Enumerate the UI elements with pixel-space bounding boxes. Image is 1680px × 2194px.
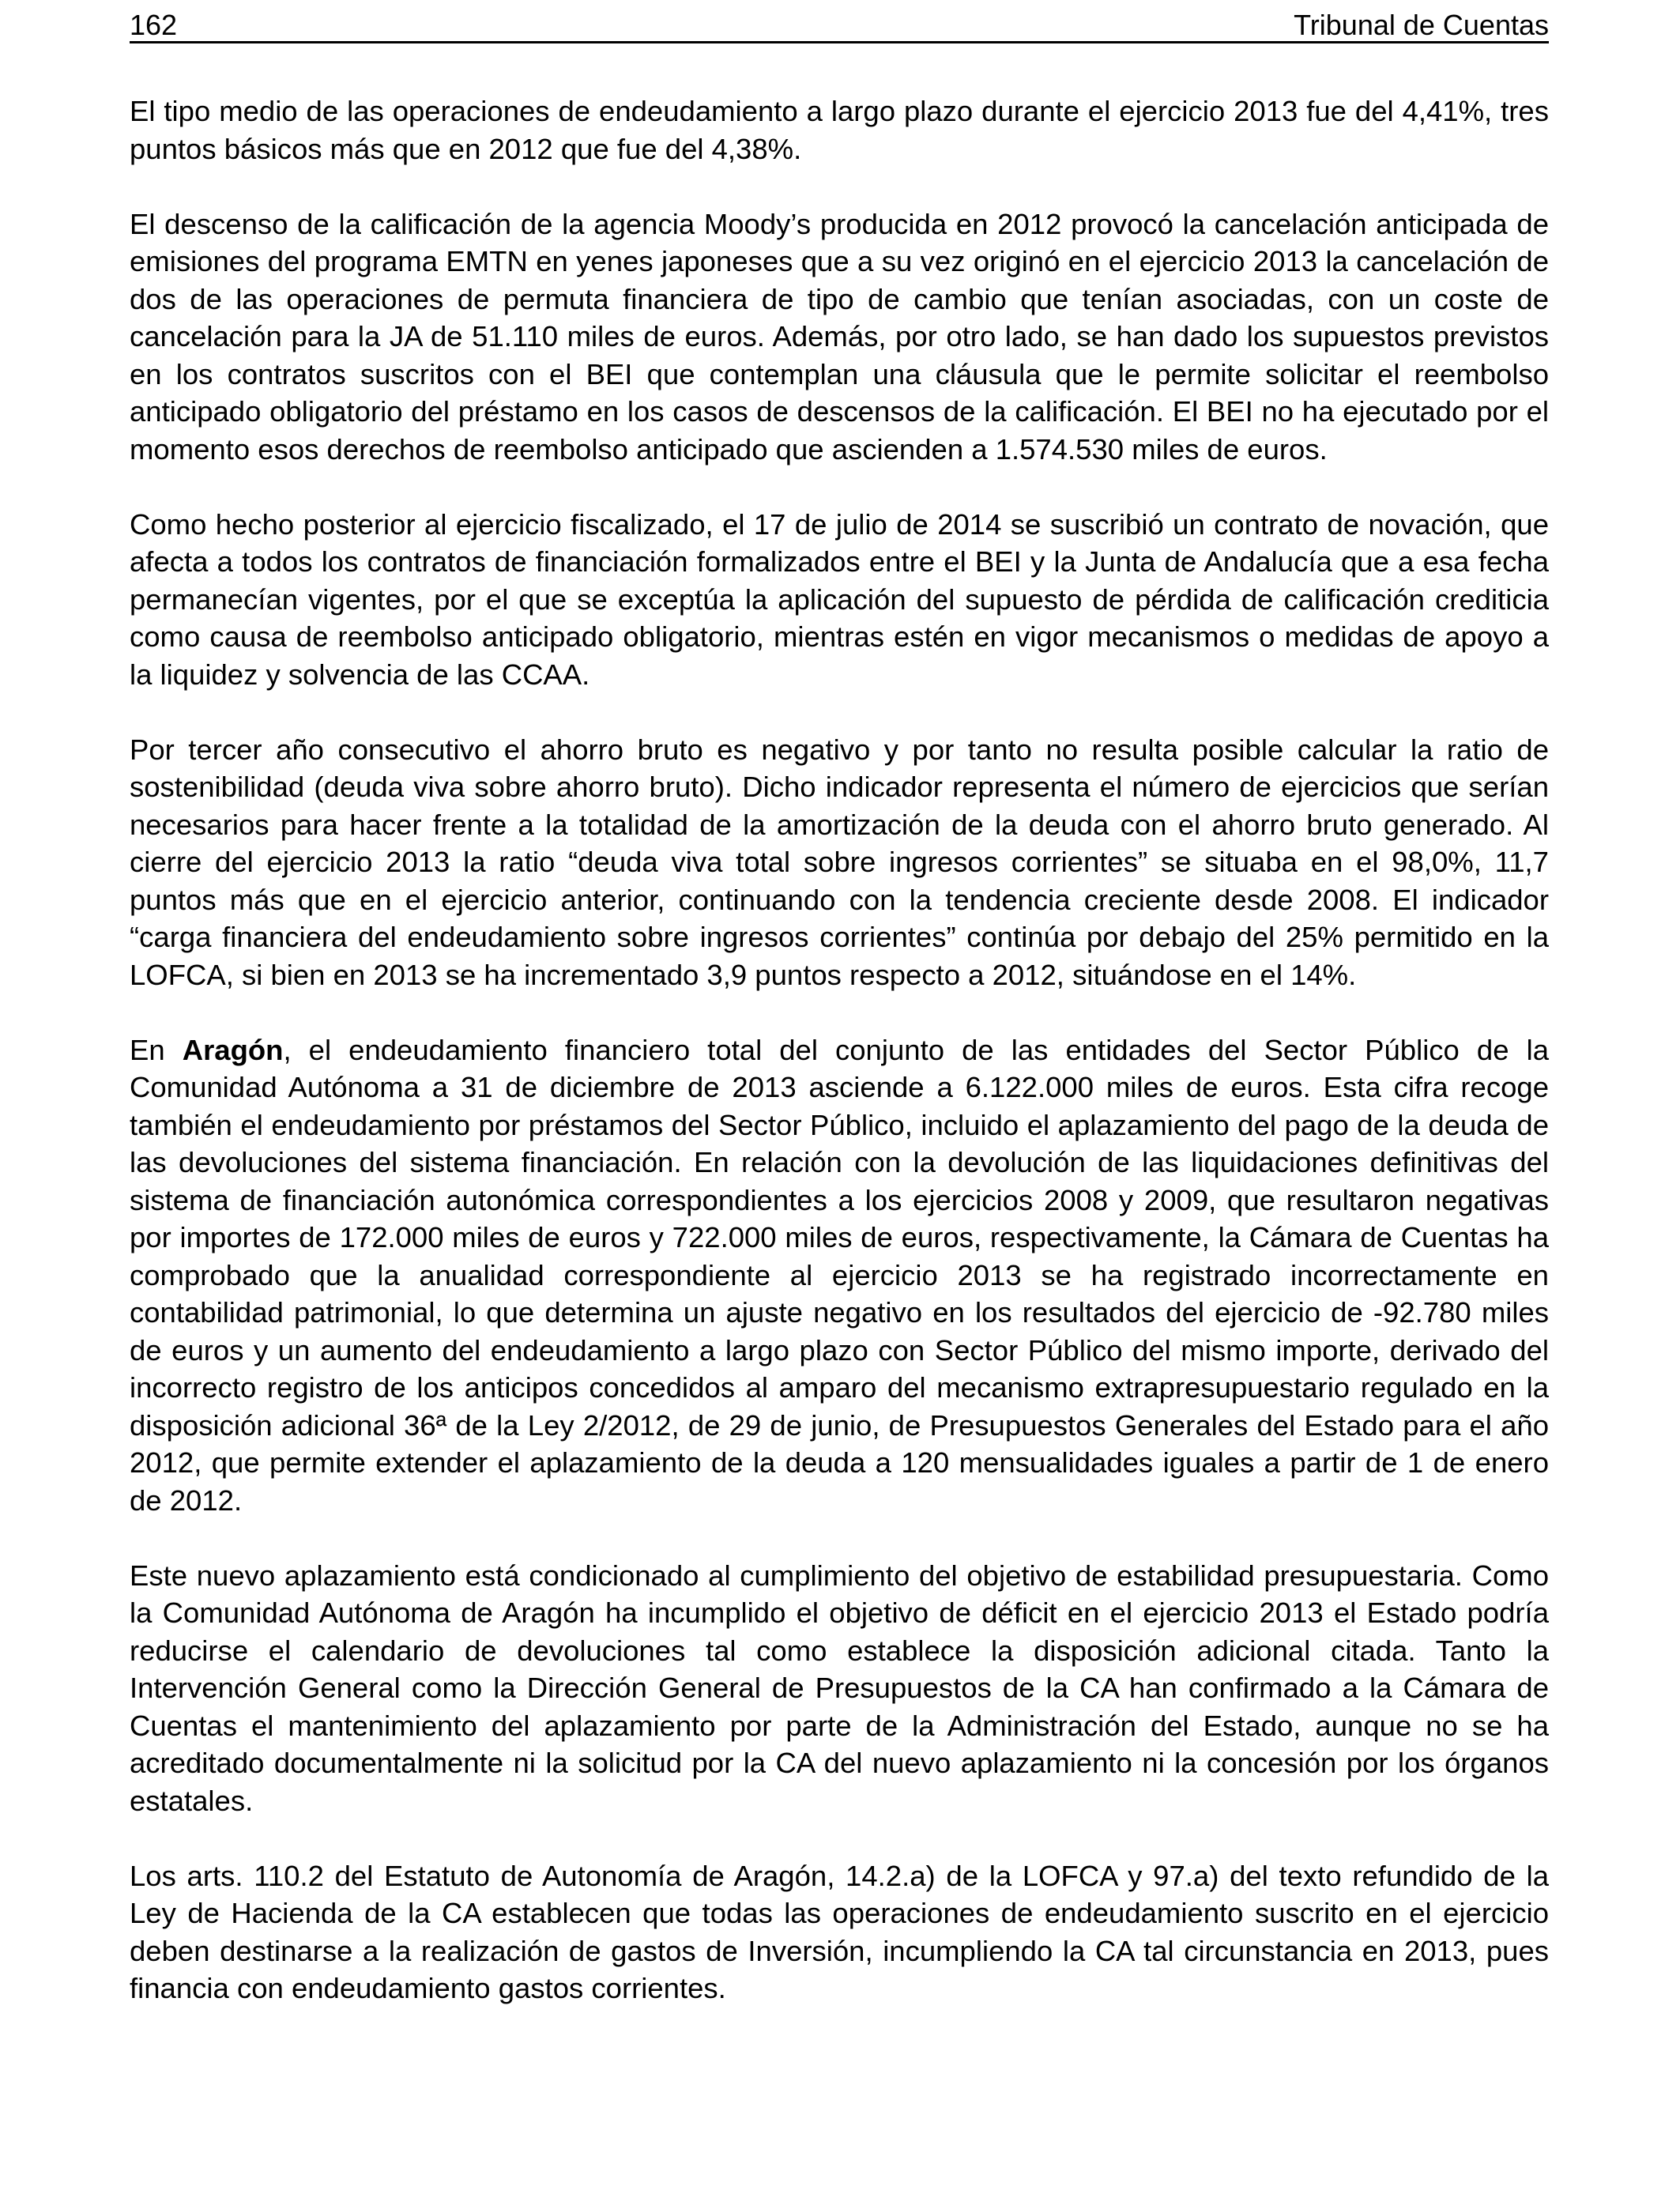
paragraph-aragon-debt xyxy=(130,1031,1549,1520)
paragraph-text: Los arts. 110.2 del Estatuto de Autonomía de Aragón, 14.2.a) de la LOFCA y 97.a) del texto refundido de la Ley de Hacienda de la CA establecen que todas las operaciones de endeudamiento suscrito en el ejercicio deben destinarse a la realización de gastos de Inversión, incumpliendo la CA tal circunstancia en 2013, pues financia con endeudamiento gastos corrientes. xyxy=(130,1859,1549,2004)
paragraph-moodys-downgrade xyxy=(130,205,1549,469)
paragraph-text: Por tercer año consecutivo el ahorro bruto es negativo y por tanto no resulta posible calcular la ratio de sostenibilidad (deuda viva sobre ahorro bruto). Dicho indicador representa el número de ejercicios que serían necesarios para hacer frente a la totalidad de la amortización de la deuda con el ahorro bruto generado. Al cierre del ejercicio 2013 la ratio “deuda viva total sobre ingresos corrientes” se situaba en el 98,0%, 11,7 puntos más que en el ejercicio anterior, continuando con la tendencia creciente desde 2008. El indicador “carga financiera del endeudamiento sobre ingresos corrientes” continúa por debajo del 25% permitido en la LOFCA, si bien en 2013 se ha incrementado 3,9 puntos respecto a 2012, situándose en el 14%. xyxy=(130,733,1549,991)
paragraph-text: Este nuevo aplazamiento está condicionado al cumplimiento del objetivo de estabilidad presupuestaria. Como la Comunidad Autónoma de Aragón ha incumplido el objetivo de déficit en el ejercicio 2013 el Estado podría reducirse el calendario de devoluciones tal como establece la disposición adicional citada. Tanto la Intervención General como la Dirección General de Presupuestos de la CA han confirmado a la Cámara de Cuentas el mantenimiento del aplazamiento por parte de la Administración del Estado, aunque no se ha acreditado documentalmente ni la solicitud por la CA del nuevo aplazamiento ni la concesión por los órganos estatales. xyxy=(130,1559,1549,1817)
document-page xyxy=(130,0,1549,2194)
page-header xyxy=(130,9,1549,43)
paragraph-interest-rate xyxy=(130,92,1549,168)
paragraph-prefix: En xyxy=(130,1033,183,1066)
paragraph-text: El descenso de la calificación de la agencia Moody’s producida en 2012 provocó la cancelación anticipada de emisiones del programa EMTN en yenes japoneses que a su vez originó en el ejercicio 2013 la cancelación de dos de las operaciones de permuta financiera de tipo de cambio que tenían asociadas, con un coste de cancelación para la JA de 51.110 miles de euros. Además, por otro lado, se han dado los supuestos previstos en los contratos suscritos con el BEI que contemplan una cláusula que le permite solicitar el reembolso anticipado obligatorio del préstamo en los casos de descensos de la calificación. El BEI no ha ejecutado por el momento esos derechos de reembolso anticipado que ascienden a 1.574.530 miles de euros. xyxy=(130,207,1549,466)
paragraph-text: El tipo medio de las operaciones de endeudamiento a largo plazo durante el ejercicio 2013 fue del 4,41%, tres puntos básicos más que en 2012 que fue del 4,38%. xyxy=(130,95,1549,165)
page-number: 162 xyxy=(130,9,178,41)
document-body xyxy=(130,92,1549,2045)
paragraph-statute-articles xyxy=(130,1857,1549,2007)
paragraph-deferral-condition xyxy=(130,1557,1549,1820)
paragraph-subsequent-event xyxy=(130,506,1549,694)
region-name-bold: Aragón xyxy=(182,1033,284,1066)
paragraph-gross-savings xyxy=(130,731,1549,994)
header-title: Tribunal de Cuentas xyxy=(1294,9,1549,41)
paragraph-text: Como hecho posterior al ejercicio fiscalizado, el 17 de julio de 2014 se suscribió un contrato de novación, que afecta a todos los contratos de financiación formalizados entre el BEI y la Junta de Andalucía que a esa fecha permanecían vigentes, por el que se exceptúa la aplicación del supuesto de pérdida de calificación crediticia como causa de reembolso anticipado obligatorio, mientras estén en vigor mecanismos o medidas de apoyo a la liquidez y solvencia de las CCAA. xyxy=(130,507,1549,691)
paragraph-text: , el endeudamiento financiero total del conjunto de las entidades del Sector Público de la Comunidad Autónoma a 31 de diciembre de 2013 asciende a 6.122.000 miles de euros. Esta cifra recoge también el endeudamiento por préstamos del Sector Público, incluido el aplazamiento del pago de la deuda de las devoluciones del sistema financiación. En relación con la devolución de las liquidaciones definitivas del sistema de financiación autonómica correspondientes a los ejercicios 2008 y 2009, que resultaron negativas por importes de 172.000 miles de euros y 722.000 miles de euros, respectivamente, la Cámara de Cuentas ha comprobado que la anualidad correspondiente al ejercicio 2013 se ha registrado incorrectamente en contabilidad patrimonial, lo que determina un ajuste negativo en los resultados del ejercicio de -92.780 miles de euros y un aumento del endeudamiento a largo plazo con Sector Público del mismo importe, derivado del incorrecto registro de los anticipos concedidos al amparo del mecanismo extrapresupuestario regulado en la disposición adicional 36ª de la Ley 2/2012, de 29 de junio, de Presupuestos Generales del Estado para el año 2012, que permite extender el aplazamiento de la deuda a 120 mensualidades iguales a partir de 1 de enero de 2012. xyxy=(130,1033,1549,1517)
